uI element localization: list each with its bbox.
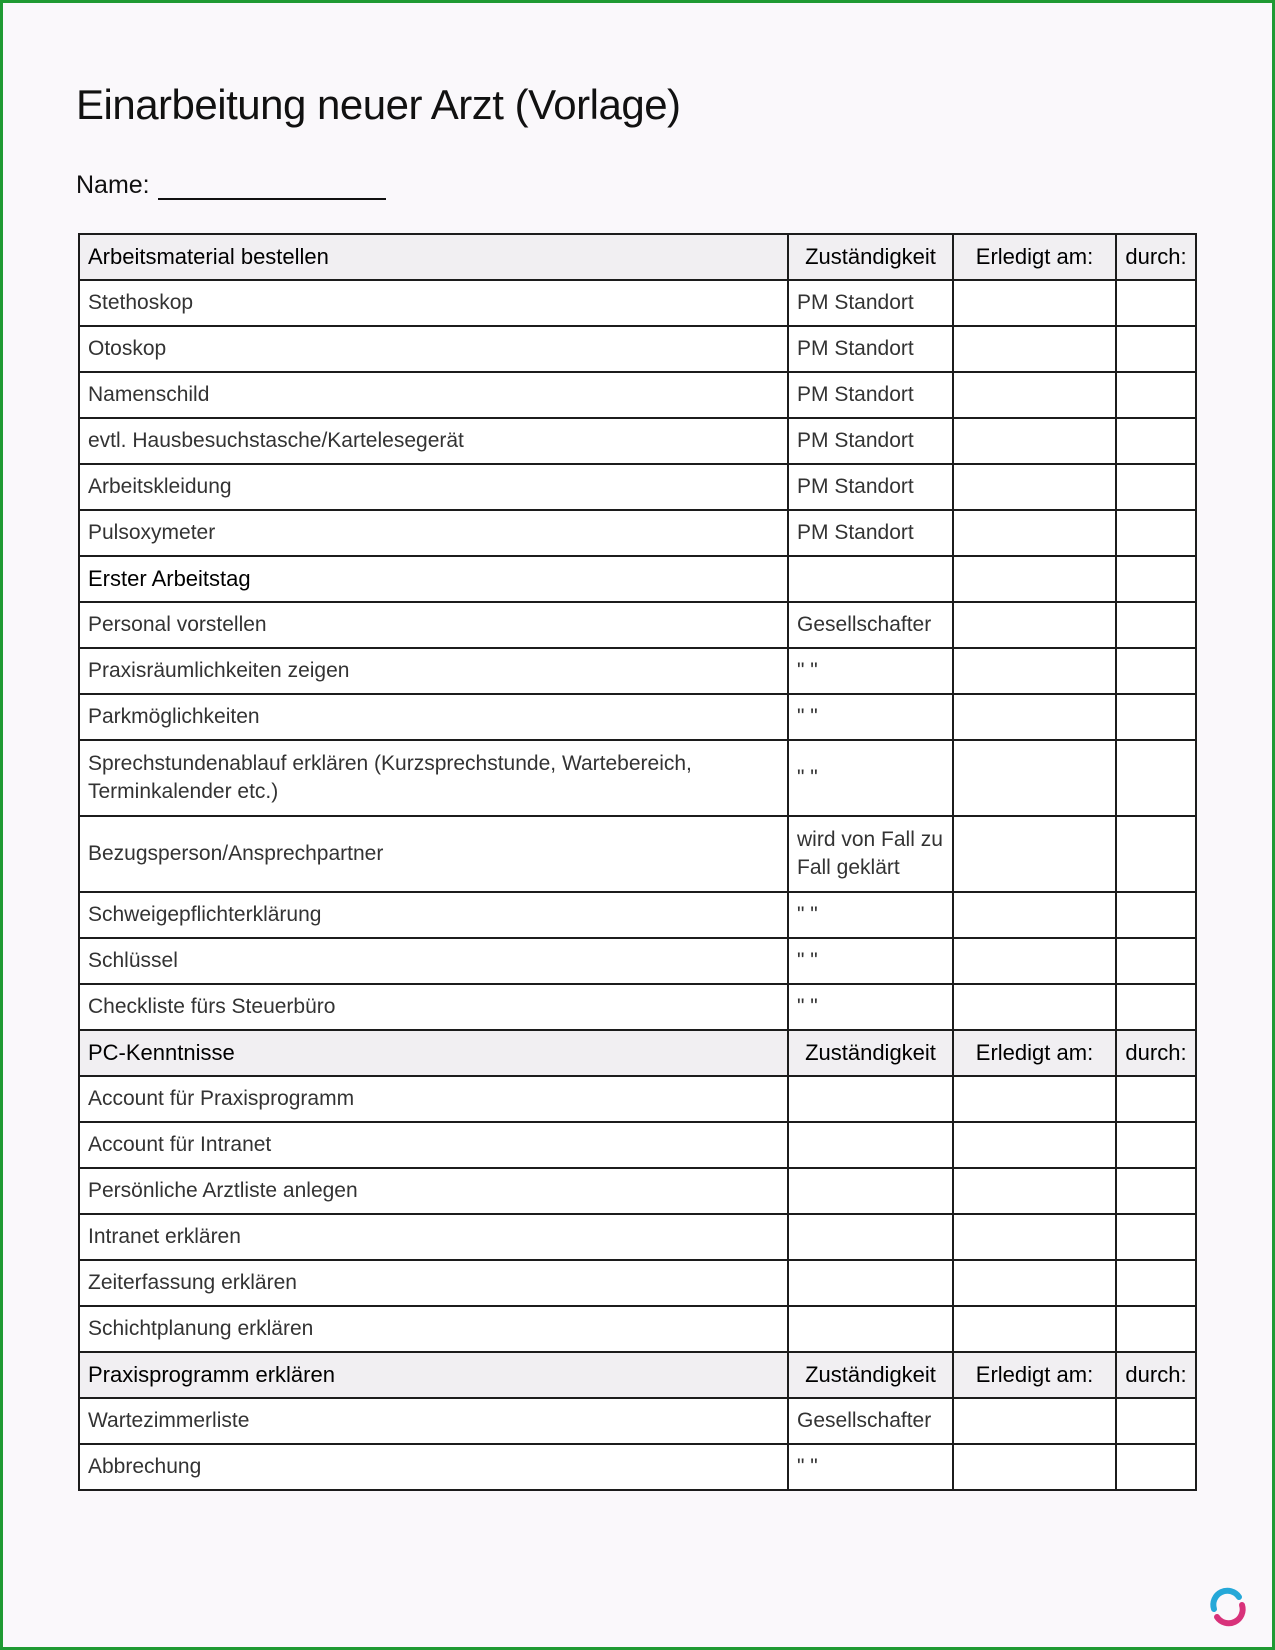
done-by-cell[interactable] <box>1116 1122 1196 1168</box>
done-by-cell[interactable] <box>1116 510 1196 556</box>
done-date-cell[interactable] <box>953 326 1116 372</box>
table-row <box>79 938 1196 984</box>
task-cell: Bezugsperson/Ansprechpartner <box>79 816 788 892</box>
table-row <box>79 1122 1196 1168</box>
task-cell: Wartezimmerliste <box>79 1398 788 1444</box>
table-row <box>79 510 1196 556</box>
done-by-cell[interactable] <box>1116 372 1196 418</box>
task-cell: Zeiterfassung erklären <box>79 1260 788 1306</box>
done-date-cell[interactable] <box>953 694 1116 740</box>
responsibility-cell: " " <box>788 892 953 938</box>
responsibility-cell <box>788 1214 953 1260</box>
done-date-cell[interactable] <box>953 1306 1116 1352</box>
responsibility-cell <box>788 1122 953 1168</box>
done-date-cell[interactable] <box>953 280 1116 326</box>
table-row <box>79 280 1196 326</box>
task-cell: Persönliche Arztliste anlegen <box>79 1168 788 1214</box>
task-cell: Personal vorstellen <box>79 602 788 648</box>
column-header-done: Erledigt am: <box>953 1352 1116 1398</box>
done-date-cell[interactable] <box>953 816 1116 892</box>
table-row <box>79 648 1196 694</box>
column-header-responsibility: Zuständigkeit <box>788 1030 953 1076</box>
task-cell: Account für Praxisprogramm <box>79 1076 788 1122</box>
table-row <box>79 418 1196 464</box>
table-row <box>79 984 1196 1030</box>
responsibility-cell: PM Standort <box>788 372 953 418</box>
section-header-row <box>79 556 1196 602</box>
task-cell: Schlüssel <box>79 938 788 984</box>
table-row <box>79 1306 1196 1352</box>
done-by-cell[interactable] <box>1116 1214 1196 1260</box>
checklist-table <box>78 233 1197 1491</box>
table-row <box>79 1168 1196 1214</box>
task-cell: evtl. Hausbesuchstasche/Kartelesegerät <box>79 418 788 464</box>
done-by-cell[interactable] <box>1116 694 1196 740</box>
responsibility-cell: " " <box>788 648 953 694</box>
done-date-cell[interactable] <box>953 1398 1116 1444</box>
done-by-cell[interactable] <box>1116 418 1196 464</box>
table-row <box>79 892 1196 938</box>
responsibility-cell: Gesellschafter <box>788 1398 953 1444</box>
section-header-row <box>79 1030 1196 1076</box>
name-label: Name: <box>76 171 150 199</box>
task-cell: Schweigepflichterklärung <box>79 892 788 938</box>
done-by-cell[interactable] <box>1116 1398 1196 1444</box>
responsibility-cell: " " <box>788 1444 953 1490</box>
done-by-cell[interactable] <box>1116 740 1196 816</box>
responsibility-cell <box>788 1260 953 1306</box>
responsibility-cell: " " <box>788 694 953 740</box>
done-by-cell[interactable] <box>1116 464 1196 510</box>
responsibility-cell: PM Standort <box>788 326 953 372</box>
task-cell: Checkliste fürs Steuerbüro <box>79 984 788 1030</box>
section-header-row <box>79 234 1196 280</box>
section-heading: Arbeitsmaterial bestellen <box>79 234 788 280</box>
table-row <box>79 740 1196 816</box>
task-cell: Parkmöglichkeiten <box>79 694 788 740</box>
column-header-done: Erledigt am: <box>953 234 1116 280</box>
done-date-cell[interactable] <box>953 1122 1116 1168</box>
table-row <box>79 694 1196 740</box>
table-row <box>79 326 1196 372</box>
table-row <box>79 1260 1196 1306</box>
done-by-cell[interactable] <box>1116 280 1196 326</box>
done-date-cell[interactable] <box>953 1168 1116 1214</box>
done-date-cell[interactable] <box>953 464 1116 510</box>
responsibility-cell: PM Standort <box>788 464 953 510</box>
responsibility-cell: " " <box>788 938 953 984</box>
task-cell: Praxisräumlichkeiten zeigen <box>79 648 788 694</box>
done-date-cell[interactable] <box>953 892 1116 938</box>
done-date-cell[interactable] <box>953 1214 1116 1260</box>
table-row <box>79 602 1196 648</box>
done-by-cell[interactable] <box>1116 892 1196 938</box>
done-by-cell[interactable] <box>1116 648 1196 694</box>
column-header-by: durch: <box>1116 1030 1196 1076</box>
empty-header-cell <box>1116 556 1196 602</box>
done-by-cell[interactable] <box>1116 1076 1196 1122</box>
done-date-cell[interactable] <box>953 648 1116 694</box>
task-cell: Sprechstundenablauf erklären (Kurzsprechstunde, Wartebereich, Terminkalender etc.) <box>79 740 788 816</box>
empty-header-cell <box>788 556 953 602</box>
section-header-row <box>79 1352 1196 1398</box>
section-heading: Praxisprogramm erklären <box>79 1352 788 1398</box>
responsibility-cell: Gesellschafter <box>788 602 953 648</box>
responsibility-cell: wird von Fall zu Fall geklärt <box>788 816 953 892</box>
section-heading: PC-Kenntnisse <box>79 1030 788 1076</box>
responsibility-cell: PM Standort <box>788 418 953 464</box>
empty-header-cell <box>953 556 1116 602</box>
responsibility-cell <box>788 1168 953 1214</box>
done-date-cell[interactable] <box>953 372 1116 418</box>
table-row <box>79 816 1196 892</box>
done-by-cell[interactable] <box>1116 1260 1196 1306</box>
task-cell: Abbrechung <box>79 1444 788 1490</box>
name-field <box>76 171 386 200</box>
table-row <box>79 464 1196 510</box>
table-row <box>79 1076 1196 1122</box>
task-cell: Arbeitskleidung <box>79 464 788 510</box>
done-date-cell[interactable] <box>953 510 1116 556</box>
done-date-cell[interactable] <box>953 984 1116 1030</box>
task-cell: Namenschild <box>79 372 788 418</box>
name-blank-line[interactable] <box>158 172 386 200</box>
done-by-cell[interactable] <box>1116 1306 1196 1352</box>
responsibility-cell <box>788 1306 953 1352</box>
done-date-cell[interactable] <box>953 1076 1116 1122</box>
page-title: Einarbeitung neuer Arzt (Vorlage) <box>76 81 681 128</box>
table-row <box>79 1214 1196 1260</box>
column-header-responsibility: Zuständigkeit <box>788 1352 953 1398</box>
task-cell: Schichtplanung erklären <box>79 1306 788 1352</box>
done-by-cell[interactable] <box>1116 1168 1196 1214</box>
task-cell: Otoskop <box>79 326 788 372</box>
done-date-cell[interactable] <box>953 1260 1116 1306</box>
done-by-cell[interactable] <box>1116 816 1196 892</box>
done-date-cell[interactable] <box>953 418 1116 464</box>
done-date-cell[interactable] <box>953 1444 1116 1490</box>
done-by-cell[interactable] <box>1116 938 1196 984</box>
task-cell: Account für Intranet <box>79 1122 788 1168</box>
responsibility-cell: PM Standort <box>788 510 953 556</box>
responsibility-cell: PM Standort <box>788 280 953 326</box>
section-heading: Erster Arbeitstag <box>79 556 788 602</box>
responsibility-cell <box>788 1076 953 1122</box>
responsibility-cell: " " <box>788 984 953 1030</box>
table-row <box>79 1444 1196 1490</box>
done-date-cell[interactable] <box>953 740 1116 816</box>
task-cell: Pulsoxymeter <box>79 510 788 556</box>
column-header-done: Erledigt am: <box>953 1030 1116 1076</box>
column-header-responsibility: Zuständigkeit <box>788 234 953 280</box>
table-row <box>79 1398 1196 1444</box>
task-cell: Intranet erklären <box>79 1214 788 1260</box>
table-row <box>79 372 1196 418</box>
column-header-by: durch: <box>1116 1352 1196 1398</box>
done-by-cell[interactable] <box>1116 602 1196 648</box>
done-by-cell[interactable] <box>1116 984 1196 1030</box>
swirl-logo-icon <box>1206 1585 1250 1629</box>
done-date-cell[interactable] <box>953 938 1116 984</box>
done-date-cell[interactable] <box>953 602 1116 648</box>
task-cell: Stethoskop <box>79 280 788 326</box>
done-by-cell[interactable] <box>1116 1444 1196 1490</box>
done-by-cell[interactable] <box>1116 326 1196 372</box>
column-header-by: durch: <box>1116 234 1196 280</box>
responsibility-cell: " " <box>788 740 953 816</box>
